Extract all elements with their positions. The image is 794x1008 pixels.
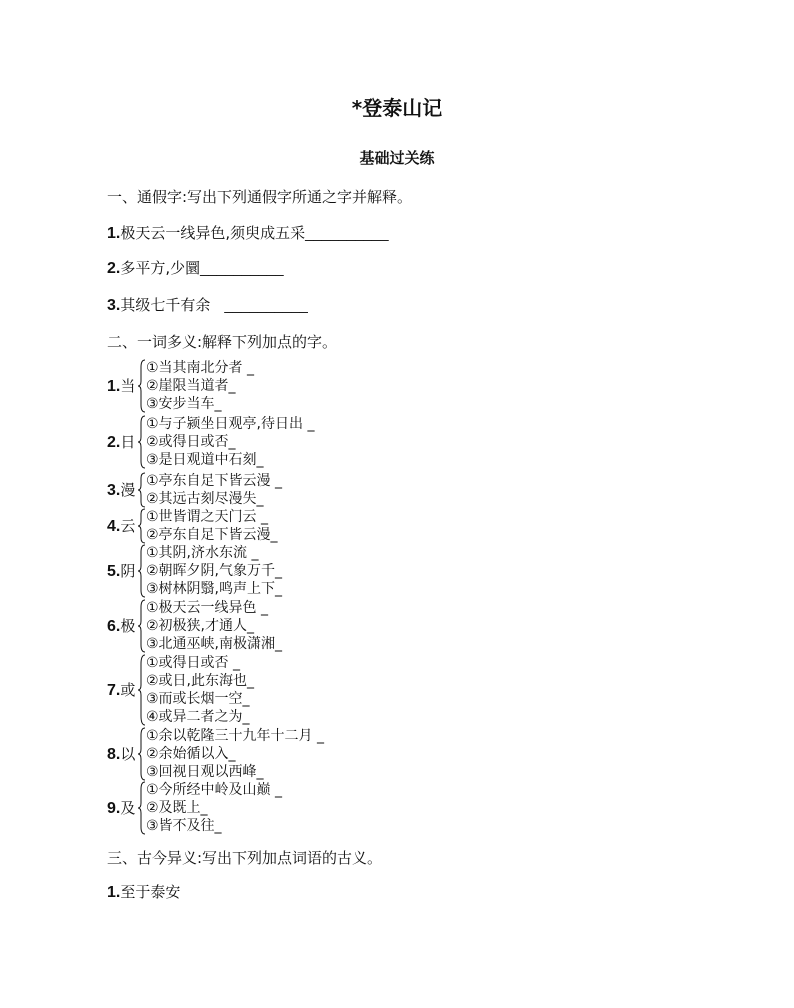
group-word: 及 xyxy=(120,798,136,817)
group-lines xyxy=(146,727,324,781)
item-text: 至于泰安 xyxy=(120,883,181,901)
group-number: 9. xyxy=(107,799,121,817)
group-line: ③皆不及往_ xyxy=(146,818,222,834)
group-number: 2. xyxy=(107,433,121,451)
item-number: 2. xyxy=(107,260,121,277)
group-number: 6. xyxy=(107,617,121,635)
polysemy-group-5 xyxy=(107,544,282,598)
curly-brace-icon xyxy=(137,415,145,469)
group-line: ①或得日或否 _ xyxy=(146,655,241,671)
group-label xyxy=(107,516,137,537)
group-line: ①其阴,济水东流 _ xyxy=(146,545,259,561)
group-label xyxy=(107,480,137,501)
curly-brace-icon xyxy=(137,781,145,835)
group-label xyxy=(107,616,137,637)
group-lines xyxy=(146,415,314,469)
group-lines xyxy=(146,654,254,726)
group-line: ②其远古刻尽漫失_ xyxy=(146,491,264,507)
item-number: 1. xyxy=(107,884,121,901)
group-label xyxy=(107,798,137,819)
curly-brace-icon xyxy=(137,359,145,413)
group-label xyxy=(107,432,137,453)
item-number: 3. xyxy=(107,297,121,314)
item-text: 多平方,少圜 xyxy=(120,259,201,277)
answer-blank: __________ xyxy=(224,297,308,314)
group-word: 阴 xyxy=(120,561,136,580)
polysemy-group-1 xyxy=(107,359,254,413)
group-number: 3. xyxy=(107,481,121,499)
polysemy-group-8 xyxy=(107,727,324,781)
group-line: ②崖限当道者_ xyxy=(146,378,236,394)
group-lines xyxy=(146,472,282,508)
group-line: ③树林阴翳,鸣声上下_ xyxy=(146,581,283,597)
item-text: 其级七千有余 xyxy=(120,296,211,314)
s1-item-3 xyxy=(107,295,308,316)
group-word: 云 xyxy=(120,516,136,535)
page-subtitle: 基础过关练 xyxy=(359,149,435,167)
group-line: ①与子颍坐日观亭,待日出 _ xyxy=(146,416,315,432)
group-line: ④或异二者之为_ xyxy=(146,709,250,725)
curly-brace-icon xyxy=(137,472,145,508)
s3-item-1 xyxy=(107,882,180,903)
polysemy-group-2 xyxy=(107,415,314,469)
group-line: ②初极狭,才通人_ xyxy=(146,618,255,634)
section-3-heading: 三、古今异义:写出下列加点词语的古义。 xyxy=(107,849,383,867)
group-line: ②或得日或否_ xyxy=(146,434,236,450)
group-word: 以 xyxy=(120,744,136,763)
section-2-heading: 二、一词多义:解释下列加点的字。 xyxy=(107,333,338,351)
group-label xyxy=(107,680,137,701)
group-number: 7. xyxy=(107,681,121,699)
group-lines xyxy=(146,359,254,413)
page-title: *登泰山记 xyxy=(351,96,443,120)
group-line: ①余以乾隆三十九年十二月 _ xyxy=(146,728,325,744)
group-label xyxy=(107,376,137,397)
group-line: ①亭东自足下皆云漫 _ xyxy=(146,473,283,489)
curly-brace-icon xyxy=(137,727,145,781)
group-lines xyxy=(146,508,278,544)
group-line: ③北通巫峡,南极潇湘_ xyxy=(146,636,283,652)
answer-blank: __________ xyxy=(305,225,389,242)
curly-brace-icon xyxy=(137,599,145,653)
group-label xyxy=(107,744,137,765)
curly-brace-icon xyxy=(137,544,145,598)
polysemy-group-9 xyxy=(107,781,282,835)
group-line: ①当其南北分者 _ xyxy=(146,360,255,376)
curly-brace-icon xyxy=(137,654,145,726)
group-lines xyxy=(146,544,282,598)
polysemy-group-4 xyxy=(107,508,278,544)
group-line: ①世皆谓之天门云 _ xyxy=(146,509,269,525)
group-line: ②余始循以入_ xyxy=(146,746,236,762)
group-line: ③回视日观以西峰_ xyxy=(146,764,264,780)
section-1-heading: 一、通假字:写出下列通假字所通之字并解释。 xyxy=(107,188,413,206)
group-lines xyxy=(146,599,282,653)
polysemy-group-3 xyxy=(107,472,282,508)
group-word: 当 xyxy=(120,376,136,395)
group-line: ②及既上_ xyxy=(146,800,208,816)
group-word: 或 xyxy=(120,680,136,699)
group-number: 8. xyxy=(107,745,121,763)
group-word: 日 xyxy=(120,432,136,451)
polysemy-group-6 xyxy=(107,599,282,653)
s1-item-2 xyxy=(107,258,284,279)
item-text: 极天云一线异色,须臾成五采 xyxy=(120,224,306,242)
item-number: 1. xyxy=(107,225,121,242)
group-word: 漫 xyxy=(120,480,136,499)
group-word: 极 xyxy=(120,616,136,635)
s1-item-1 xyxy=(107,223,389,244)
group-line: ②或日,此东海也_ xyxy=(146,673,255,689)
group-line: ①今所经中岭及山巅 _ xyxy=(146,782,283,798)
group-line: ③而或长烟一空_ xyxy=(146,691,250,707)
group-line: ①极天云一线异色 _ xyxy=(146,600,269,616)
polysemy-group-7 xyxy=(107,654,254,726)
group-label xyxy=(107,561,137,582)
answer-blank: __________ xyxy=(200,260,284,277)
group-lines xyxy=(146,781,282,835)
group-line: ③是日观道中石刻_ xyxy=(146,452,264,468)
group-number: 5. xyxy=(107,562,121,580)
group-line: ③安步当车_ xyxy=(146,396,222,412)
group-number: 1. xyxy=(107,377,121,395)
group-line: ②亭东自足下皆云漫_ xyxy=(146,527,278,543)
curly-brace-icon xyxy=(137,508,145,544)
group-line: ②朝晖夕阴,气象万千_ xyxy=(146,563,283,579)
group-number: 4. xyxy=(107,517,121,535)
